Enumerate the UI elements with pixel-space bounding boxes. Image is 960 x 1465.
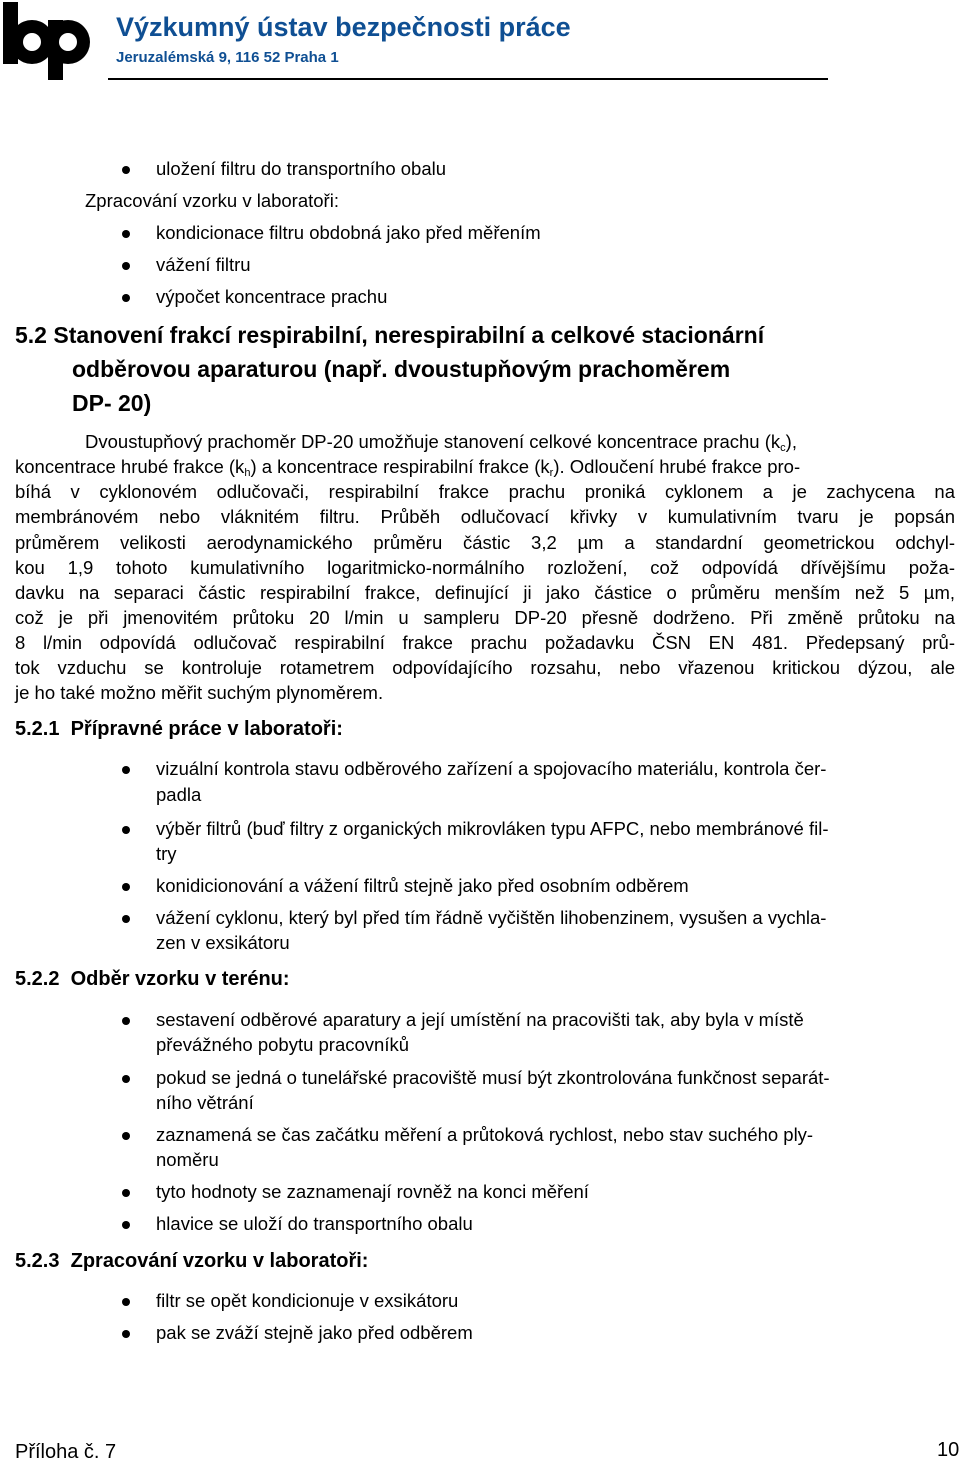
list-item: vážení filtru [156,254,251,275]
list-item: hlavice se uloží do transportního obalu [156,1213,473,1234]
lab-processing-label: Zpracování vzorku v laboratoři: [85,190,339,211]
bullet-icon [122,294,130,302]
organization-name: Výzkumný ústav bezpečnosti práce [116,12,571,42]
paragraph-line: bíhá v cyklonovém odlučovači, respirabilní frakce prachu proniká cyklonem a je zachycena na [15,481,955,502]
paragraph-line: 8 l/min odpovídá odlučovač respirabilní frakce prachu požadavku ČSN EN 481. Předepsaný prů- [15,632,955,653]
page-number: 10 [937,1439,960,1461]
bullet-icon [122,1075,130,1083]
list-item-continued: převážného pobytu pracovníků [156,1034,410,1055]
list-item: vážení cyklonu, který byl před tím řádně vyčištěn lihobenzinem, vysušen a vychla- [156,907,827,928]
list-item: výběr filtrů (buď filtry z organických mikrovláken typu AFPC, nebo membránové fil- [156,818,829,839]
list-item-continued: zen v exsikátoru [156,932,290,953]
paragraph-line: Dvoustupňový prachoměr DP-20 umožňuje stanovení celkové koncentrace prachu $(k_c)$, [85,431,797,454]
bullet-icon [122,1189,130,1197]
list-item: výpočet koncentrace prachu [156,286,388,307]
list-item: pak se zváží stejně jako před odběrem [156,1322,473,1343]
bullet-icon [122,262,130,270]
paragraph-line: kou 1,9 tohoto kumulativního logaritmicko-normálního rozložení, což odpovídá dřívějšímu poža- [15,557,955,578]
bullet-icon [122,1330,130,1338]
paragraph-line: což je při jmenovitém průtoku 20 l/min u sampleru DP-20 přesně dodrženo. Při změně průtoku na [15,607,955,628]
paragraph-line: membránovém nebo vláknitém filtru. Průběh odlučovací křivky v kumulativním tvaru je popsán [15,506,955,527]
paragraph-line: koncentrace hrubé frakce $(k_h)$ a koncentrace respirabilní frakce $(k_r)$. Odloučení hrubé frakce pro- [15,456,801,479]
list-item-continued: noměru [156,1149,219,1170]
institute-logo [0,0,100,80]
bullet-icon [122,166,130,174]
section-heading: 5.2 Stanovení frakcí respirabilní, nerespirabilní a celkové stacionární [15,322,765,348]
section-heading-line: DP- 20) [72,390,152,416]
section-heading-line: odběrovou aparaturou (např. dvoustupňovým prachoměrem [72,356,731,382]
list-item: pokud se jedná o tunelářské pracoviště musí být zkontrolována funkčnost separát- [156,1067,830,1088]
list-item: konidicionování a vážení filtrů stejně jako před osobním odběrem [156,875,689,896]
list-item-continued: ního větrání [156,1092,254,1113]
bullet-icon [122,826,130,834]
bullet-icon [122,1298,130,1306]
list-item: filtr se opět kondicionuje v exsikátoru [156,1290,459,1311]
subsection-heading: 5.2.2 Odběr vzorku v terénu: [15,968,290,990]
list-item: zaznamená se čas začátku měření a průtoková rychlost, nebo stav suchého ply- [156,1124,814,1145]
subsection-heading: 5.2.3 Zpracování vzorku v laboratoři: [15,1250,369,1272]
header-rule [108,78,828,80]
bullet-icon [122,230,130,238]
list-item: uložení filtru do transportního obalu [156,158,447,179]
list-item-continued: padla [156,784,202,805]
subsection-heading: 5.2.1 Přípravné práce v laboratoři: [15,718,343,740]
bullet-icon [122,1221,130,1229]
paragraph-line: je ho také možno měřit suchým plynoměrem. [15,682,384,703]
bullet-icon [122,1132,130,1140]
bullet-icon [122,766,130,774]
bullet-icon [122,1017,130,1025]
paragraph-line: průměrem velikosti aerodynamického průměru částic 3,2 µm a standardní geometrickou odchyl- [15,532,955,553]
list-item: sestavení odběrové aparatury a její umístění na pracovišti tak, aby byla v místě [156,1009,804,1030]
paragraph-line: tok vzduchu se kontroluje rotametrem odpovídajícího rozsahu, nebo vřazenou kritickou dýzou, ale [15,657,955,678]
list-item: tyto hodnoty se zaznamenají rovněž na konci měření [156,1181,589,1202]
appendix-label: Příloha č. 7 [15,1441,117,1463]
paragraph-line: davku na separaci částic respirabilní frakce, definující ji jako částice o průměru menším než 5 µm, [15,582,955,603]
list-item-continued: try [156,843,177,864]
list-item: vizuální kontrola stavu odběrového zařízení a spojovacího materiálu, kontrola čer- [156,758,827,779]
organization-address: Jeruzalémská 9, 116 52 Praha 1 [116,49,339,66]
bullet-icon [122,883,130,891]
bullet-icon [122,915,130,923]
list-item: kondicionace filtru obdobná jako před měřením [156,222,541,243]
